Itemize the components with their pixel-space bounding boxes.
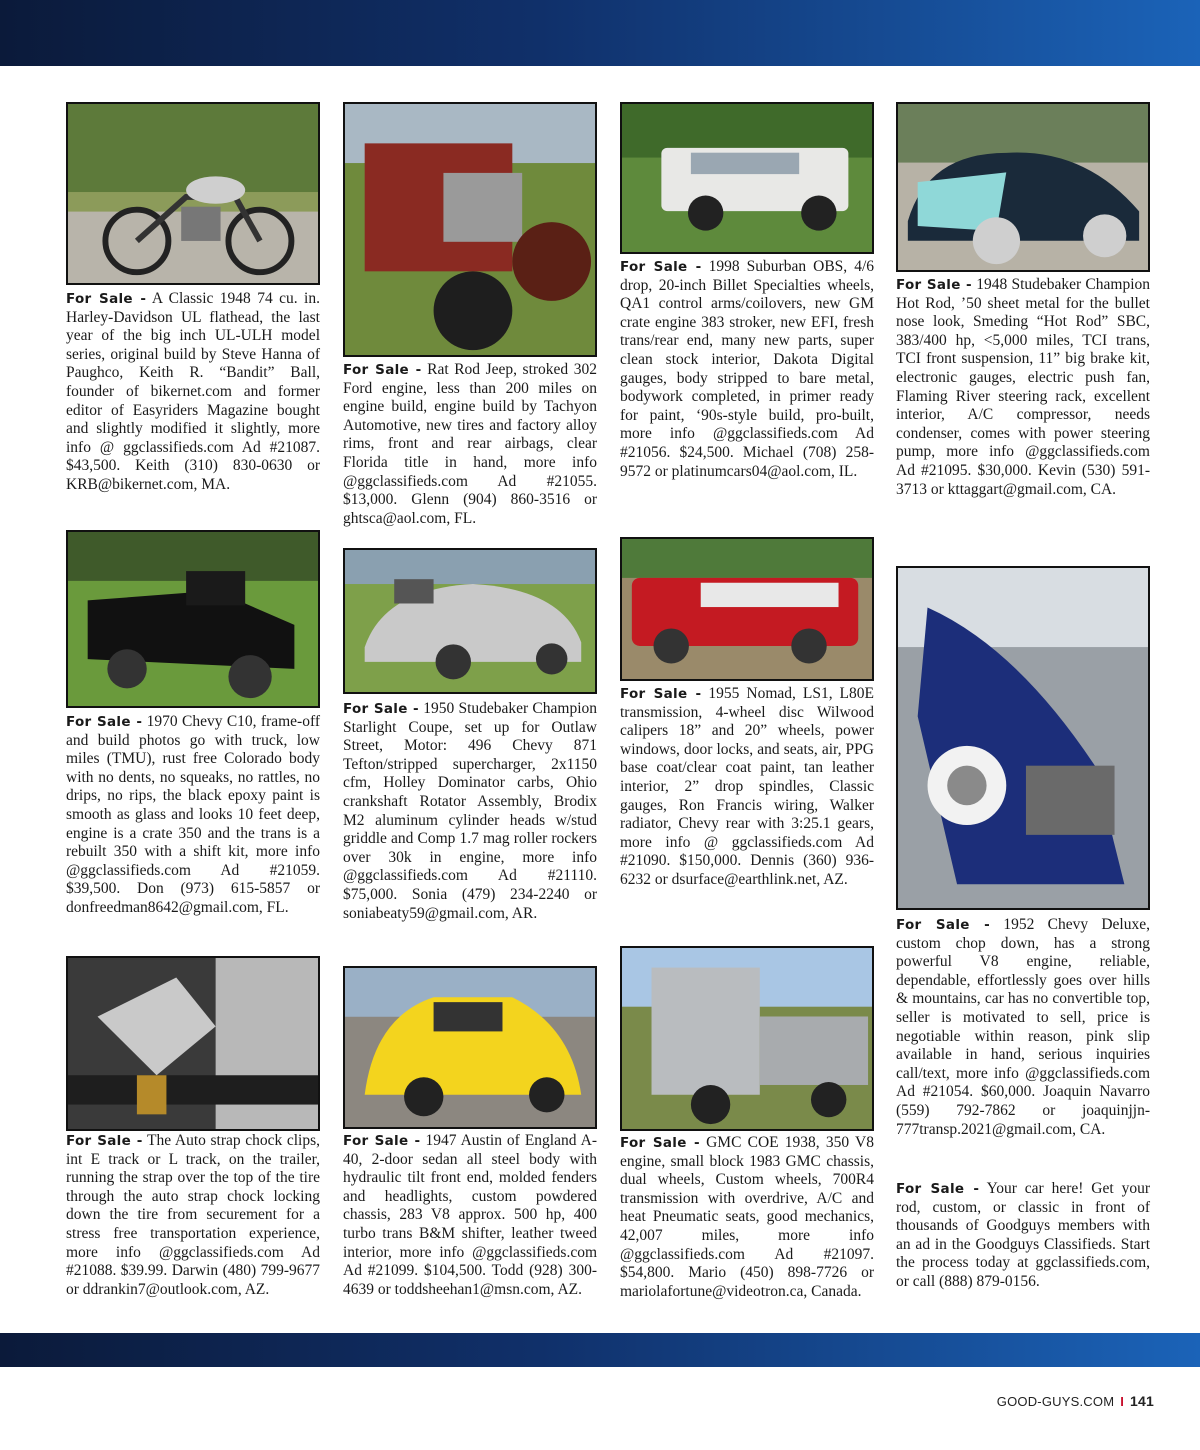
site-name: GOOD-GUYS.COM [996, 1394, 1115, 1409]
ad-text: For Sale - 1970 Chevy C10, frame-off and build photos go with truck, low miles (TMU), rust free Colorado body with no dents, no squeaks, no rattles, no drips, no rips, the black epoxy paint is smooth as glass and looks 10 feet deep, engine is a crate 350 and the trans is a rebuilt 350 with a shift kit, more info @ggclassifieds.com Ad #21059. $39,500. Don (973) 615-5857 or donfreedman8642@gmail.com, FL. [66, 713, 320, 916]
header-band [0, 0, 1200, 66]
rat-rod-jeep-photo [343, 102, 597, 357]
suburban-photo [620, 102, 874, 254]
ad-text: For Sale - Your car here! Get your rod, custom, or classic in front of thousands of Goodguys members with an ad in the Goodguys Classifieds. Start the process today at ggclassifieds.com, or call (888) 879-0156. [896, 1180, 1150, 1290]
harley-flathead-photo [66, 102, 320, 285]
strap-chock-photo [66, 956, 320, 1131]
ad-text: For Sale - 1952 Chevy Deluxe, custom chop down, has a strong powerful V8 engine, reliable, dependable, effortlessly goes over hills & mountains, car has no convertible top, seller is motivated to sell, price is negotiable within reason, pink slip available in hand, serious inquiries call/text, more info @ggclassifieds.com Ad #21054. $60,000. Joaquin Navarro (559) 792-7862 or joaquinjjn-777transp.2021@gmail.com, CA. [896, 916, 1150, 1138]
chevy-deluxe-photo [896, 566, 1150, 910]
ad-text: For Sale - A Classic 1948 74 cu. in. Harley-Davidson UL flathead, the last year of the big inch UL-ULH model series, original build by Steve Hanna of Paughco, Keith R. “Bandit” Ball, founder of bikernet.com and former editor of Easyriders Magazine bought and slightly modified it slightly, more info @ ggclassifieds.com Ad #21087. $43,500. Keith (310) 830-0630 or KRB@bikernet.com, MA. [66, 290, 320, 493]
ad-text: For Sale - Rat Rod Jeep, stroked 302 Ford engine, less than 200 miles on engine build, engine build by Tachyon Automotive, new tires and factory alloy rims, front and rear airbags, clear Florida title in hand, more info @ggclassifieds.com Ad #21055. $13,000. Glenn (904) 860-3516 or ghtsca@aol.com, FL. [343, 361, 597, 527]
studebaker-hot-rod-photo [896, 102, 1150, 272]
ad-text: For Sale - The Auto strap chock clips, int E track or L track, on the trailer, running the strap over the top of the tire through the auto strap chock locking down the tire from securement for a stress free transportation experience, more info @ggclassifieds.com Ad #21088. $39.99. Darwin (480) 799-9677 or ddrankin7@outlook.com, AZ. [66, 1132, 320, 1298]
ad-text: For Sale - 1947 Austin of England A-40, 2-door sedan all steel body with hydraulic tilt front end, molded fenders and headlights, custom powdered chassis, 283 V8 approx. 500 hp, 400 turbo trans B&M shifter, leather tweed interior, more info @ggclassifieds.com Ad #21099. $104,500. Todd (928) 300-4639 or toddsheehan1@msn.com, AZ. [343, 1132, 597, 1298]
footer-band [0, 1333, 1200, 1367]
ad-text: For Sale - GMC COE 1938, 350 V8 engine, small block 1983 GMC chassis, dual wheels, Custom wheels, 700R4 transmission with overdrive, A/C and heat Pneumatic seats, good mechanics, 42,007 miles, more info @ggclassifieds.com Ad #21097. $54,800. Mario (450) 898-7726 or mariolafortune@videotron.ca, Canada. [620, 1134, 874, 1300]
ad-text: For Sale - 1948 Studebaker Champion Hot Rod, ’50 sheet metal for the bullet nose look, Smeding “Hot Rod” SBC, 383/400 hp, <5,000 miles, TCI trans, TCI front suspension, 11” big brake kit, electronic gauges, electric push fan, Flaming River steering rack, excellent interior, A/C compressor, needs condenser, comes with power steering pump, more info @ggclassifieds.com Ad #21095. $30,000. Kevin (530) 591-3713 or kttaggart@gmail.com, CA. [896, 276, 1150, 498]
ad-text: For Sale - 1955 Nomad, LS1, L80E transmission, 4-wheel disc Wilwood calipers 18” and 20” wheels, power windows, door locks, and seats, air, PPG base coat/clear coat paint, tan leather interior, 2” drop spindles, Classic gauges, Ron Francis wiring, Walker radiator, Chevy rear with 3:25.1 gears, more info @ ggclassifieds.com Ad #21090. $150,000. Dennis (360) 936-6232 or dsurface@earthlink.net, AZ. [620, 685, 874, 888]
gmc-coe-photo [620, 946, 874, 1131]
ad-text: For Sale - 1950 Studebaker Champion Starlight Coupe, set up for Outlaw Street, Motor: 496 Chevy 871 Tefton/stripped supercharger, 2x1150 cfm, Holley Dominator carbs, Ohio crankshaft Rotator Assembly, Brodix M2 aluminum cylinder heads w/stud griddle and Comp 1.7 mag roller rockers over 30k in engine, more info @ggclassifieds.com Ad #21110. $75,000. Sonia (479) 234-2240 or soniabeaty59@gmail.com, AR. [343, 700, 597, 922]
page-number: 141 [1130, 1393, 1154, 1409]
ad-text: For Sale - 1998 Suburban OBS, 4/6 drop, 20-inch Billet Specialties wheels, QA1 control arms/coilovers, new GM crate engine 383 stroker, new EFI, fresh trans/rear end, many new parts, super clean stock interior, Dakota Digital gauges, body stripped to bare metal, bodywork completed, in primer ready for paint, ‘90s-style build, pro-built, more info @ggclassifieds.com Ad #21056. $24,500. Michael (708) 258-9572 or platinumcars04@aol.com, IL. [620, 258, 875, 480]
austin-a40-photo [343, 966, 597, 1129]
page-footer [997, 1393, 1154, 1409]
nomad-photo [620, 537, 874, 681]
chevy-c10-photo [66, 530, 320, 708]
studebaker-starlight-photo [343, 548, 597, 694]
footer-separator: I [1120, 1394, 1125, 1409]
